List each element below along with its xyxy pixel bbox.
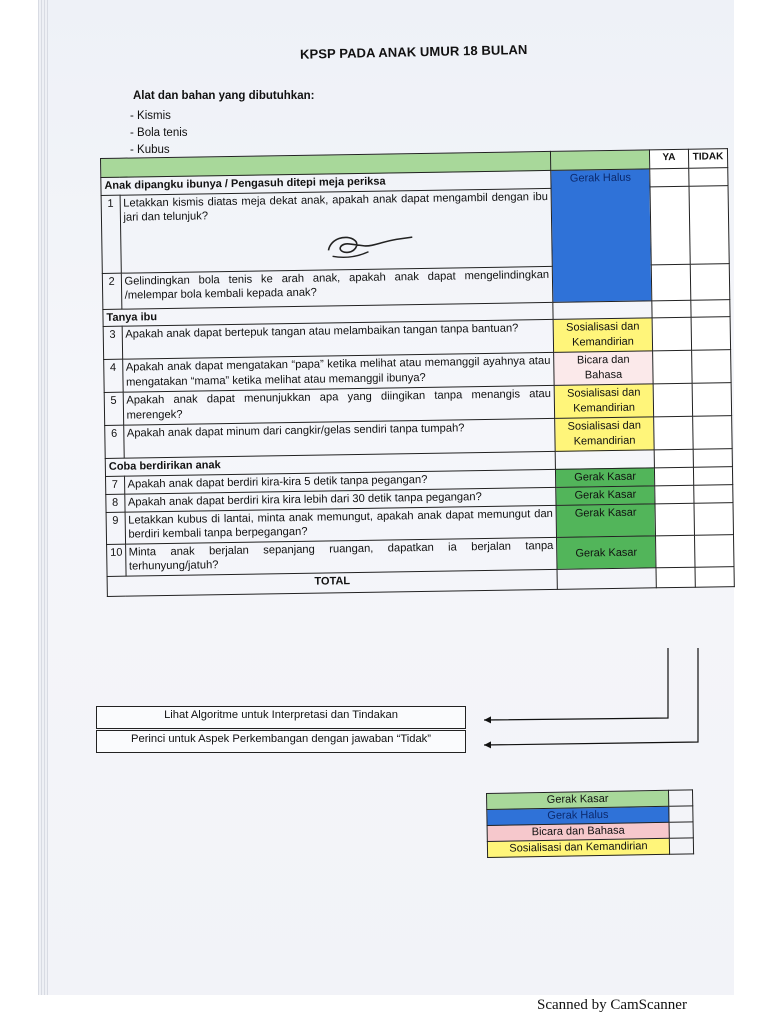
legend-count-cell[interactable]: [669, 838, 693, 854]
row-question: Apakah anak dapat menunjukkan apa yang diingikan tanpa menangis atau merengek?: [123, 385, 555, 425]
row-question: Apakah anak dapat minum dari cangkir/gelas sendiri tanpa tumpah?: [123, 418, 555, 458]
tool-item: - Kubus: [130, 144, 170, 156]
area-cell: [554, 351, 653, 386]
row-question: Apakah anak dapat berdiri kira-kira 5 detik tanpa pegangan?: [124, 469, 556, 494]
row-number: 7: [105, 476, 124, 494]
row-number: 10: [107, 544, 126, 576]
answer-yes-cell[interactable]: [654, 416, 694, 450]
legend: [486, 789, 693, 858]
row-number: 8: [106, 494, 125, 512]
area-cell: [556, 503, 655, 537]
row-number: 5: [104, 392, 123, 425]
answer-yes-cell[interactable]: [654, 449, 693, 467]
area-label: Sosialisasi dan Kemandirian: [567, 419, 642, 448]
page-title: KPSP PADA ANAK UMUR 18 BULAN: [299, 41, 528, 62]
area-label: Gerak Halus: [569, 171, 632, 185]
area-cell-1: [551, 169, 652, 302]
answer-no-cell[interactable]: [693, 416, 733, 450]
tool-item: - Kismis: [130, 110, 171, 122]
answer-no-cell[interactable]: [689, 168, 728, 186]
row-question: Letakkan kubus di lantai, minta anak memungut, apakah anak dapat memungut dan berdiri kembali tanpa berpegangan?: [125, 505, 557, 544]
total-yes-cell[interactable]: [656, 567, 695, 588]
col-yes-header: YA: [649, 149, 688, 169]
area-cell: [554, 384, 653, 419]
area-cell: [553, 318, 652, 353]
detail-box: Perinci untuk Aspek Perkembangan dengan jawaban “Tidak”: [96, 730, 466, 753]
area-cell: [556, 485, 655, 505]
row-question: Minta anak berjalan sepanjang ruangan, dapatkan ia berjalan tanpa terhunyung/jatuh?: [125, 537, 557, 576]
legend-label: Gerak Halus: [487, 806, 669, 825]
row-number: 6: [105, 425, 124, 458]
answer-yes-cell[interactable]: [651, 264, 691, 301]
area-label: Sosialisasi dan Kemandirian: [565, 320, 640, 349]
section-label: Tanya ibu: [103, 302, 553, 327]
area-blank: [553, 300, 652, 319]
area-label: Gerak Kasar: [574, 506, 637, 520]
answer-yes-cell[interactable]: [655, 503, 695, 536]
area-label: Gerak Kasar: [575, 546, 638, 560]
legend-label: Gerak Kasar: [487, 790, 669, 809]
row-question: Apakah anak dapat bertepuk tangan atau melambaikan tangan tanpa bantuan?: [122, 319, 554, 359]
answer-yes-cell[interactable]: [650, 186, 690, 265]
row-number: 4: [104, 359, 123, 392]
row-question: Apakah anak dapat mengatakan “papa” ketika melihat atau memanggil ayahnya atau mengatakan “mama” ketika melihat atau memanggil ibunya?: [122, 352, 554, 392]
answer-no-cell[interactable]: [691, 317, 731, 351]
row-number: 1: [101, 195, 121, 273]
answer-no-cell[interactable]: [694, 502, 734, 535]
row-number: 3: [103, 326, 122, 359]
row-question: Gelindingkan bola tenis ke arah anak, apakah anak dapat mengelindingkan /melempar bola kembali kepada anak?: [121, 266, 553, 309]
answer-yes-cell[interactable]: [654, 467, 693, 486]
scanner-watermark: Scanned by CamScanner: [537, 997, 687, 1013]
answer-no-cell[interactable]: [694, 534, 734, 567]
answer-no-cell[interactable]: [693, 466, 732, 485]
row-question: [120, 188, 553, 273]
answer-yes-cell[interactable]: [652, 350, 692, 384]
legend-count-cell[interactable]: [668, 790, 692, 806]
answer-yes-cell[interactable]: [655, 485, 694, 504]
total-area-blank: [557, 567, 656, 589]
total-label: TOTAL: [107, 569, 557, 596]
algorithm-box: Lihat Algoritme untuk Interpretasi dan Tindakan: [96, 706, 466, 729]
row-number: 2: [102, 273, 121, 309]
legend-label: Sosialisasi dan Kemandirian: [487, 838, 669, 857]
total-no-cell[interactable]: [695, 566, 734, 587]
col-no-header: TIDAK: [688, 149, 727, 169]
answer-no-cell[interactable]: [694, 484, 733, 503]
hand-pinch-sketch: [324, 227, 415, 262]
answer-yes-cell[interactable]: [652, 300, 691, 318]
area-cell: [556, 467, 655, 487]
answer-yes-cell[interactable]: [650, 168, 689, 186]
answer-yes-cell[interactable]: [652, 317, 692, 351]
kpsp-table: [100, 148, 735, 596]
answer-yes-cell[interactable]: [655, 535, 695, 568]
answer-no-cell[interactable]: [691, 299, 730, 317]
answer-yes-cell[interactable]: [653, 383, 693, 417]
tools-list: [130, 108, 188, 159]
paper-stack-edge: [38, 0, 48, 995]
legend-row: [487, 838, 693, 858]
legend-table: [486, 789, 694, 858]
answer-no-cell[interactable]: [692, 350, 732, 384]
section-label: Anak dipangku ibunya / Pengasuh ditepi meja periksa: [101, 170, 551, 195]
tool-item: - Bola tenis: [130, 127, 188, 139]
legend-count-cell[interactable]: [669, 822, 693, 838]
row-question: Apakah anak dapat berdiri kira kira lebih dari 30 detik tanpa pegangan?: [124, 487, 556, 512]
area-label: Gerak Kasar: [574, 470, 637, 484]
question-text: Letakkan kismis diatas meja dekat anak, apakah anak dapat mengambil dengan ibu jari dan telunjuk?: [123, 190, 548, 224]
area-blank: [555, 450, 654, 469]
area-label: Sosialisasi dan Kemandirian: [567, 386, 641, 415]
row-number: 9: [106, 512, 125, 544]
area-label: Bicara dan Bahasa: [576, 353, 630, 382]
answer-no-cell[interactable]: [690, 263, 730, 300]
kpsp-table-wrapper: [100, 148, 735, 596]
legend-label: Bicara dan Bahasa: [487, 822, 669, 841]
answer-no-cell[interactable]: [693, 449, 732, 467]
area-label: Gerak Kasar: [574, 488, 637, 502]
answer-no-cell[interactable]: [692, 383, 732, 417]
area-cell: [555, 417, 654, 452]
header-area-blank: [551, 150, 650, 171]
section-label: Coba berdirikan anak: [105, 451, 555, 476]
area-cell: [557, 535, 656, 569]
legend-count-cell[interactable]: [669, 806, 693, 822]
tools-heading: Alat dan bahan yang dibutuhkan:: [133, 90, 315, 102]
answer-no-cell[interactable]: [689, 185, 729, 264]
